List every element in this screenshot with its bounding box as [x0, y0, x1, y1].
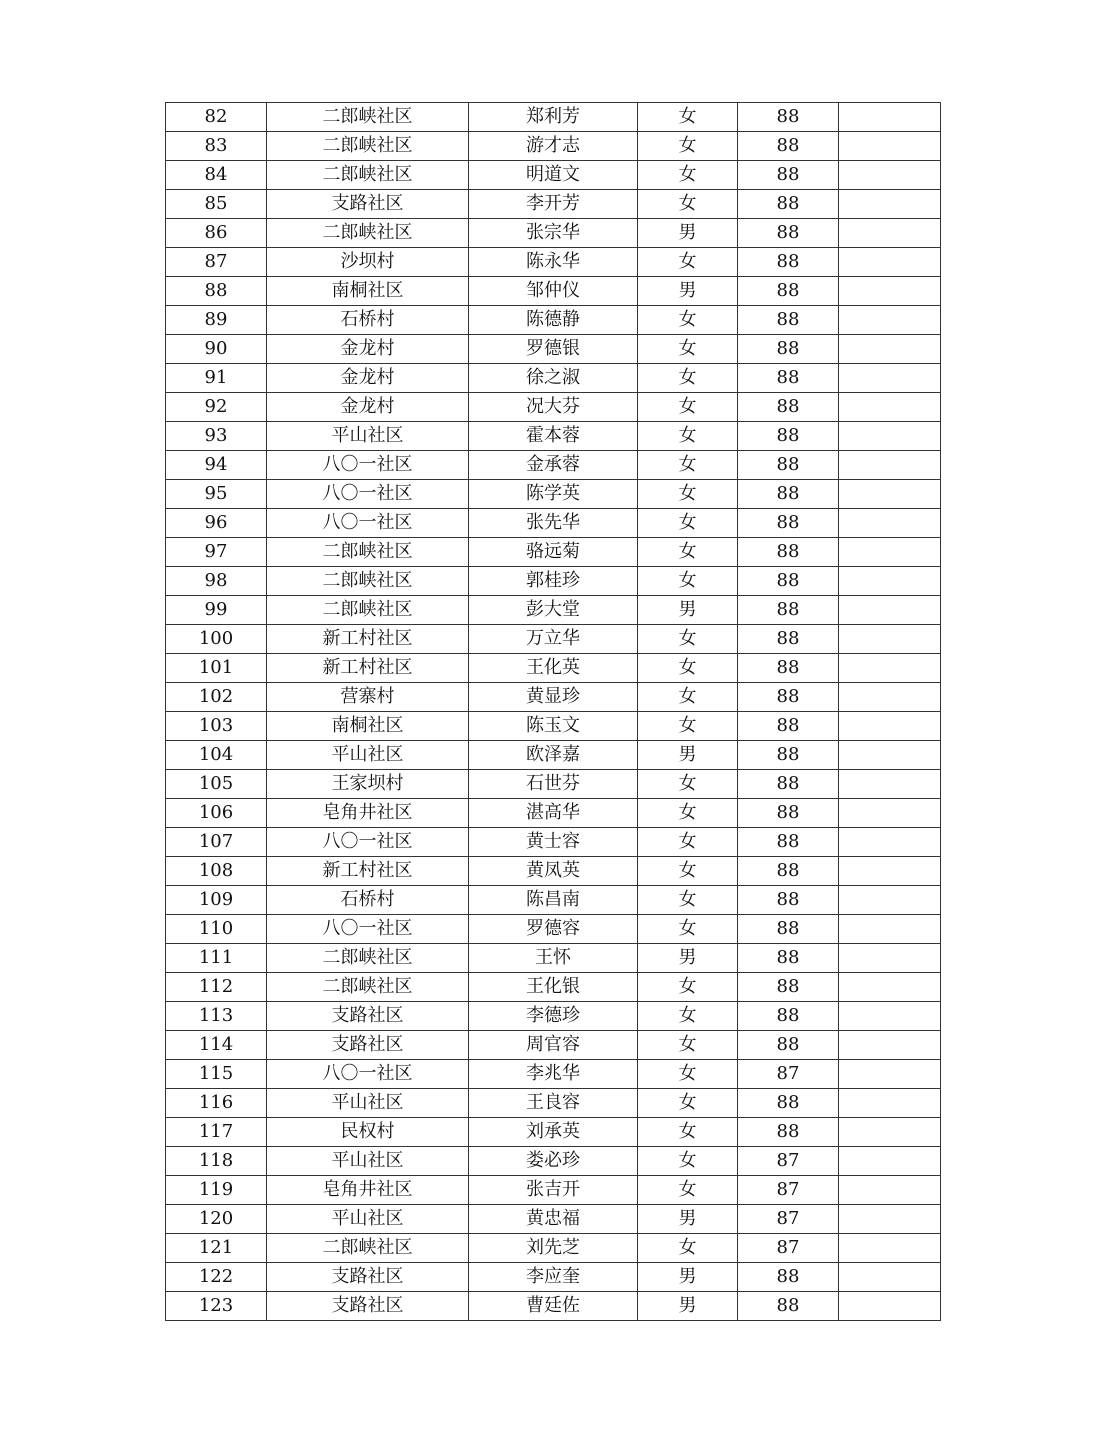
note-cell — [839, 1089, 941, 1118]
name-cell: 张宗华 — [469, 219, 638, 248]
row-number-cell: 87 — [166, 248, 267, 277]
name-cell: 郭桂珍 — [469, 567, 638, 596]
table-row — [166, 799, 941, 828]
gender-cell: 女 — [638, 1002, 738, 1031]
table-row — [166, 1205, 941, 1234]
row-number-cell: 121 — [166, 1234, 267, 1263]
community-cell: 皂角井社区 — [267, 1176, 469, 1205]
age-cell: 88 — [738, 480, 839, 509]
community-cell: 石桥村 — [267, 306, 469, 335]
name-cell: 黄凤英 — [469, 857, 638, 886]
name-cell: 明道文 — [469, 161, 638, 190]
table-row — [166, 190, 941, 219]
note-cell — [839, 1234, 941, 1263]
name-cell: 陈玉文 — [469, 712, 638, 741]
gender-cell: 男 — [638, 277, 738, 306]
name-cell: 湛高华 — [469, 799, 638, 828]
age-cell: 88 — [738, 306, 839, 335]
age-cell: 88 — [738, 1263, 839, 1292]
gender-cell: 女 — [638, 1147, 738, 1176]
table-row — [166, 219, 941, 248]
age-cell: 88 — [738, 219, 839, 248]
name-cell: 王怀 — [469, 944, 638, 973]
row-number-cell: 102 — [166, 683, 267, 712]
table-row — [166, 248, 941, 277]
row-number-cell: 103 — [166, 712, 267, 741]
note-cell — [839, 567, 941, 596]
age-cell: 88 — [738, 915, 839, 944]
community-cell: 新工村社区 — [267, 625, 469, 654]
age-cell: 88 — [738, 1292, 839, 1321]
community-cell: 二郎峡社区 — [267, 132, 469, 161]
gender-cell: 男 — [638, 1263, 738, 1292]
gender-cell: 女 — [638, 915, 738, 944]
name-cell: 张吉开 — [469, 1176, 638, 1205]
age-cell: 88 — [738, 248, 839, 277]
gender-cell: 女 — [638, 1060, 738, 1089]
table-row — [166, 886, 941, 915]
community-cell: 二郎峡社区 — [267, 538, 469, 567]
age-cell: 88 — [738, 625, 839, 654]
note-cell — [839, 1147, 941, 1176]
community-cell: 王家坝村 — [267, 770, 469, 799]
table-row — [166, 1234, 941, 1263]
table-row — [166, 538, 941, 567]
gender-cell: 男 — [638, 1292, 738, 1321]
community-cell: 支路社区 — [267, 1031, 469, 1060]
age-cell: 88 — [738, 683, 839, 712]
age-cell: 88 — [738, 712, 839, 741]
age-cell: 88 — [738, 799, 839, 828]
table-row — [166, 828, 941, 857]
age-cell: 88 — [738, 596, 839, 625]
row-number-cell: 93 — [166, 422, 267, 451]
name-cell: 石世芬 — [469, 770, 638, 799]
gender-cell: 女 — [638, 625, 738, 654]
table-row — [166, 654, 941, 683]
name-cell: 况大芬 — [469, 393, 638, 422]
gender-cell: 女 — [638, 393, 738, 422]
age-cell: 88 — [738, 161, 839, 190]
name-cell: 霍本蓉 — [469, 422, 638, 451]
row-number-cell: 108 — [166, 857, 267, 886]
name-cell: 王化银 — [469, 973, 638, 1002]
community-cell: 南桐社区 — [267, 277, 469, 306]
name-cell: 李应奎 — [469, 1263, 638, 1292]
age-cell: 87 — [738, 1147, 839, 1176]
name-cell: 金承蓉 — [469, 451, 638, 480]
community-cell: 八〇一社区 — [267, 915, 469, 944]
gender-cell: 女 — [638, 132, 738, 161]
table-body — [166, 103, 941, 1321]
name-cell: 陈永华 — [469, 248, 638, 277]
name-cell: 邹仲仪 — [469, 277, 638, 306]
community-cell: 八〇一社区 — [267, 1060, 469, 1089]
community-cell: 八〇一社区 — [267, 451, 469, 480]
row-number-cell: 117 — [166, 1118, 267, 1147]
gender-cell: 女 — [638, 364, 738, 393]
row-number-cell: 115 — [166, 1060, 267, 1089]
gender-cell: 女 — [638, 683, 738, 712]
age-cell: 88 — [738, 828, 839, 857]
gender-cell: 女 — [638, 1031, 738, 1060]
community-cell: 八〇一社区 — [267, 828, 469, 857]
row-number-cell: 88 — [166, 277, 267, 306]
table-row — [166, 306, 941, 335]
age-cell: 88 — [738, 944, 839, 973]
gender-cell: 女 — [638, 567, 738, 596]
community-cell: 八〇一社区 — [267, 509, 469, 538]
community-cell: 沙坝村 — [267, 248, 469, 277]
age-cell: 88 — [738, 654, 839, 683]
table-row — [166, 335, 941, 364]
table-row — [166, 683, 941, 712]
name-cell: 王良容 — [469, 1089, 638, 1118]
gender-cell: 女 — [638, 1176, 738, 1205]
community-cell: 八〇一社区 — [267, 480, 469, 509]
gender-cell: 女 — [638, 103, 738, 132]
table-row — [166, 596, 941, 625]
community-cell: 平山社区 — [267, 1205, 469, 1234]
note-cell — [839, 944, 941, 973]
row-number-cell: 89 — [166, 306, 267, 335]
note-cell — [839, 799, 941, 828]
gender-cell: 女 — [638, 1234, 738, 1263]
note-cell — [839, 973, 941, 1002]
name-cell: 娄必珍 — [469, 1147, 638, 1176]
note-cell — [839, 161, 941, 190]
gender-cell: 女 — [638, 335, 738, 364]
community-cell: 金龙村 — [267, 393, 469, 422]
age-cell: 88 — [738, 393, 839, 422]
community-cell: 二郎峡社区 — [267, 1234, 469, 1263]
community-cell: 二郎峡社区 — [267, 161, 469, 190]
table-row — [166, 1176, 941, 1205]
row-number-cell: 113 — [166, 1002, 267, 1031]
community-cell: 石桥村 — [267, 886, 469, 915]
community-cell: 平山社区 — [267, 1089, 469, 1118]
gender-cell: 女 — [638, 480, 738, 509]
age-cell: 88 — [738, 190, 839, 219]
note-cell — [839, 915, 941, 944]
gender-cell: 男 — [638, 219, 738, 248]
table-row — [166, 1031, 941, 1060]
community-cell: 二郎峡社区 — [267, 973, 469, 1002]
name-cell: 张先华 — [469, 509, 638, 538]
age-cell: 88 — [738, 567, 839, 596]
name-cell: 徐之淑 — [469, 364, 638, 393]
row-number-cell: 95 — [166, 480, 267, 509]
name-cell: 欧泽嘉 — [469, 741, 638, 770]
note-cell — [839, 1176, 941, 1205]
row-number-cell: 118 — [166, 1147, 267, 1176]
age-cell: 88 — [738, 1118, 839, 1147]
name-cell: 万立华 — [469, 625, 638, 654]
age-cell: 87 — [738, 1060, 839, 1089]
age-cell: 87 — [738, 1234, 839, 1263]
note-cell — [839, 538, 941, 567]
row-number-cell: 92 — [166, 393, 267, 422]
name-cell: 刘先芝 — [469, 1234, 638, 1263]
table-row — [166, 712, 941, 741]
age-cell: 88 — [738, 103, 839, 132]
age-cell: 88 — [738, 741, 839, 770]
community-cell: 皂角井社区 — [267, 799, 469, 828]
community-cell: 二郎峡社区 — [267, 567, 469, 596]
row-number-cell: 83 — [166, 132, 267, 161]
name-cell: 罗德容 — [469, 915, 638, 944]
table-row — [166, 973, 941, 1002]
row-number-cell: 116 — [166, 1089, 267, 1118]
age-cell: 88 — [738, 335, 839, 364]
gender-cell: 女 — [638, 248, 738, 277]
gender-cell: 女 — [638, 712, 738, 741]
name-cell: 黄士容 — [469, 828, 638, 857]
community-cell: 二郎峡社区 — [267, 944, 469, 973]
community-cell: 金龙村 — [267, 364, 469, 393]
note-cell — [839, 654, 941, 683]
note-cell — [839, 596, 941, 625]
note-cell — [839, 335, 941, 364]
name-cell: 黄显珍 — [469, 683, 638, 712]
note-cell — [839, 393, 941, 422]
gender-cell: 男 — [638, 741, 738, 770]
row-number-cell: 109 — [166, 886, 267, 915]
row-number-cell: 84 — [166, 161, 267, 190]
note-cell — [839, 248, 941, 277]
note-cell — [839, 1060, 941, 1089]
row-number-cell: 90 — [166, 335, 267, 364]
row-number-cell: 96 — [166, 509, 267, 538]
name-cell: 王化英 — [469, 654, 638, 683]
note-cell — [839, 857, 941, 886]
row-number-cell: 94 — [166, 451, 267, 480]
note-cell — [839, 1118, 941, 1147]
table-row — [166, 103, 941, 132]
name-cell: 郑利芳 — [469, 103, 638, 132]
table-row — [166, 1060, 941, 1089]
note-cell — [839, 132, 941, 161]
name-cell: 周官容 — [469, 1031, 638, 1060]
gender-cell: 女 — [638, 1118, 738, 1147]
table-row — [166, 509, 941, 538]
gender-cell: 女 — [638, 161, 738, 190]
row-number-cell: 112 — [166, 973, 267, 1002]
note-cell — [839, 1205, 941, 1234]
gender-cell: 女 — [638, 973, 738, 1002]
note-cell — [839, 712, 941, 741]
gender-cell: 女 — [638, 1089, 738, 1118]
note-cell — [839, 219, 941, 248]
table-row — [166, 1002, 941, 1031]
table-row — [166, 451, 941, 480]
row-number-cell: 85 — [166, 190, 267, 219]
table-row — [166, 1089, 941, 1118]
name-cell: 彭大堂 — [469, 596, 638, 625]
note-cell — [839, 770, 941, 799]
age-cell: 88 — [738, 1089, 839, 1118]
gender-cell: 女 — [638, 828, 738, 857]
note-cell — [839, 828, 941, 857]
name-cell: 李开芳 — [469, 190, 638, 219]
age-cell: 88 — [738, 1002, 839, 1031]
community-cell: 支路社区 — [267, 1292, 469, 1321]
age-cell: 88 — [738, 886, 839, 915]
name-cell: 黄忠福 — [469, 1205, 638, 1234]
gender-cell: 女 — [638, 799, 738, 828]
age-cell: 87 — [738, 1205, 839, 1234]
note-cell — [839, 886, 941, 915]
note-cell — [839, 277, 941, 306]
row-number-cell: 86 — [166, 219, 267, 248]
table-row — [166, 364, 941, 393]
row-number-cell: 82 — [166, 103, 267, 132]
note-cell — [839, 683, 941, 712]
row-number-cell: 110 — [166, 915, 267, 944]
row-number-cell: 97 — [166, 538, 267, 567]
age-cell: 88 — [738, 422, 839, 451]
table-row — [166, 741, 941, 770]
gender-cell: 女 — [638, 857, 738, 886]
gender-cell: 女 — [638, 190, 738, 219]
note-cell — [839, 1031, 941, 1060]
name-cell: 陈学英 — [469, 480, 638, 509]
note-cell — [839, 741, 941, 770]
name-cell: 游才志 — [469, 132, 638, 161]
note-cell — [839, 103, 941, 132]
note-cell — [839, 451, 941, 480]
row-number-cell: 100 — [166, 625, 267, 654]
table-row — [166, 567, 941, 596]
table-row — [166, 944, 941, 973]
community-cell: 南桐社区 — [267, 712, 469, 741]
age-cell: 88 — [738, 364, 839, 393]
name-cell: 李兆华 — [469, 1060, 638, 1089]
name-cell: 骆远菊 — [469, 538, 638, 567]
community-cell: 金龙村 — [267, 335, 469, 364]
age-cell: 88 — [738, 973, 839, 1002]
row-number-cell: 123 — [166, 1292, 267, 1321]
community-cell: 二郎峡社区 — [267, 219, 469, 248]
age-cell: 88 — [738, 451, 839, 480]
row-number-cell: 119 — [166, 1176, 267, 1205]
table-row — [166, 132, 941, 161]
row-number-cell: 114 — [166, 1031, 267, 1060]
row-number-cell: 101 — [166, 654, 267, 683]
gender-cell: 女 — [638, 451, 738, 480]
row-number-cell: 111 — [166, 944, 267, 973]
row-number-cell: 120 — [166, 1205, 267, 1234]
name-cell: 陈昌南 — [469, 886, 638, 915]
community-cell: 支路社区 — [267, 1002, 469, 1031]
note-cell — [839, 190, 941, 219]
age-cell: 88 — [738, 132, 839, 161]
table-row — [166, 915, 941, 944]
community-cell: 平山社区 — [267, 1147, 469, 1176]
table-row — [166, 857, 941, 886]
note-cell — [839, 509, 941, 538]
age-cell: 88 — [738, 509, 839, 538]
table-row — [166, 277, 941, 306]
note-cell — [839, 306, 941, 335]
note-cell — [839, 625, 941, 654]
table-row — [166, 625, 941, 654]
table-row — [166, 1118, 941, 1147]
row-number-cell: 105 — [166, 770, 267, 799]
row-number-cell: 104 — [166, 741, 267, 770]
name-cell: 曹廷佐 — [469, 1292, 638, 1321]
community-cell: 新工村社区 — [267, 654, 469, 683]
row-number-cell: 107 — [166, 828, 267, 857]
row-number-cell: 98 — [166, 567, 267, 596]
gender-cell: 女 — [638, 654, 738, 683]
gender-cell: 女 — [638, 538, 738, 567]
table-row — [166, 1263, 941, 1292]
gender-cell: 女 — [638, 422, 738, 451]
community-cell: 平山社区 — [267, 422, 469, 451]
gender-cell: 女 — [638, 306, 738, 335]
age-cell: 88 — [738, 770, 839, 799]
row-number-cell: 106 — [166, 799, 267, 828]
name-cell: 罗德银 — [469, 335, 638, 364]
gender-cell: 男 — [638, 596, 738, 625]
community-cell: 二郎峡社区 — [267, 596, 469, 625]
gender-cell: 男 — [638, 1205, 738, 1234]
note-cell — [839, 364, 941, 393]
age-cell: 88 — [738, 857, 839, 886]
table-row — [166, 480, 941, 509]
age-cell: 88 — [738, 277, 839, 306]
table-row — [166, 1292, 941, 1321]
note-cell — [839, 1263, 941, 1292]
gender-cell: 女 — [638, 509, 738, 538]
note-cell — [839, 1002, 941, 1031]
age-cell: 88 — [738, 1031, 839, 1060]
name-cell: 刘承英 — [469, 1118, 638, 1147]
note-cell — [839, 1292, 941, 1321]
name-cell: 李德珍 — [469, 1002, 638, 1031]
age-cell: 88 — [738, 538, 839, 567]
community-cell: 支路社区 — [267, 190, 469, 219]
table-row — [166, 422, 941, 451]
community-cell: 二郎峡社区 — [267, 103, 469, 132]
community-cell: 民权村 — [267, 1118, 469, 1147]
table-row — [166, 393, 941, 422]
row-number-cell: 122 — [166, 1263, 267, 1292]
community-cell: 支路社区 — [267, 1263, 469, 1292]
community-cell: 平山社区 — [267, 741, 469, 770]
gender-cell: 女 — [638, 770, 738, 799]
community-cell: 营寨村 — [267, 683, 469, 712]
table-row — [166, 1147, 941, 1176]
table-row — [166, 770, 941, 799]
name-cell: 陈德静 — [469, 306, 638, 335]
row-number-cell: 91 — [166, 364, 267, 393]
elderly-roster-table — [165, 102, 941, 1321]
row-number-cell: 99 — [166, 596, 267, 625]
gender-cell: 女 — [638, 886, 738, 915]
note-cell — [839, 480, 941, 509]
age-cell: 87 — [738, 1176, 839, 1205]
community-cell: 新工村社区 — [267, 857, 469, 886]
table-row — [166, 161, 941, 190]
note-cell — [839, 422, 941, 451]
gender-cell: 男 — [638, 944, 738, 973]
